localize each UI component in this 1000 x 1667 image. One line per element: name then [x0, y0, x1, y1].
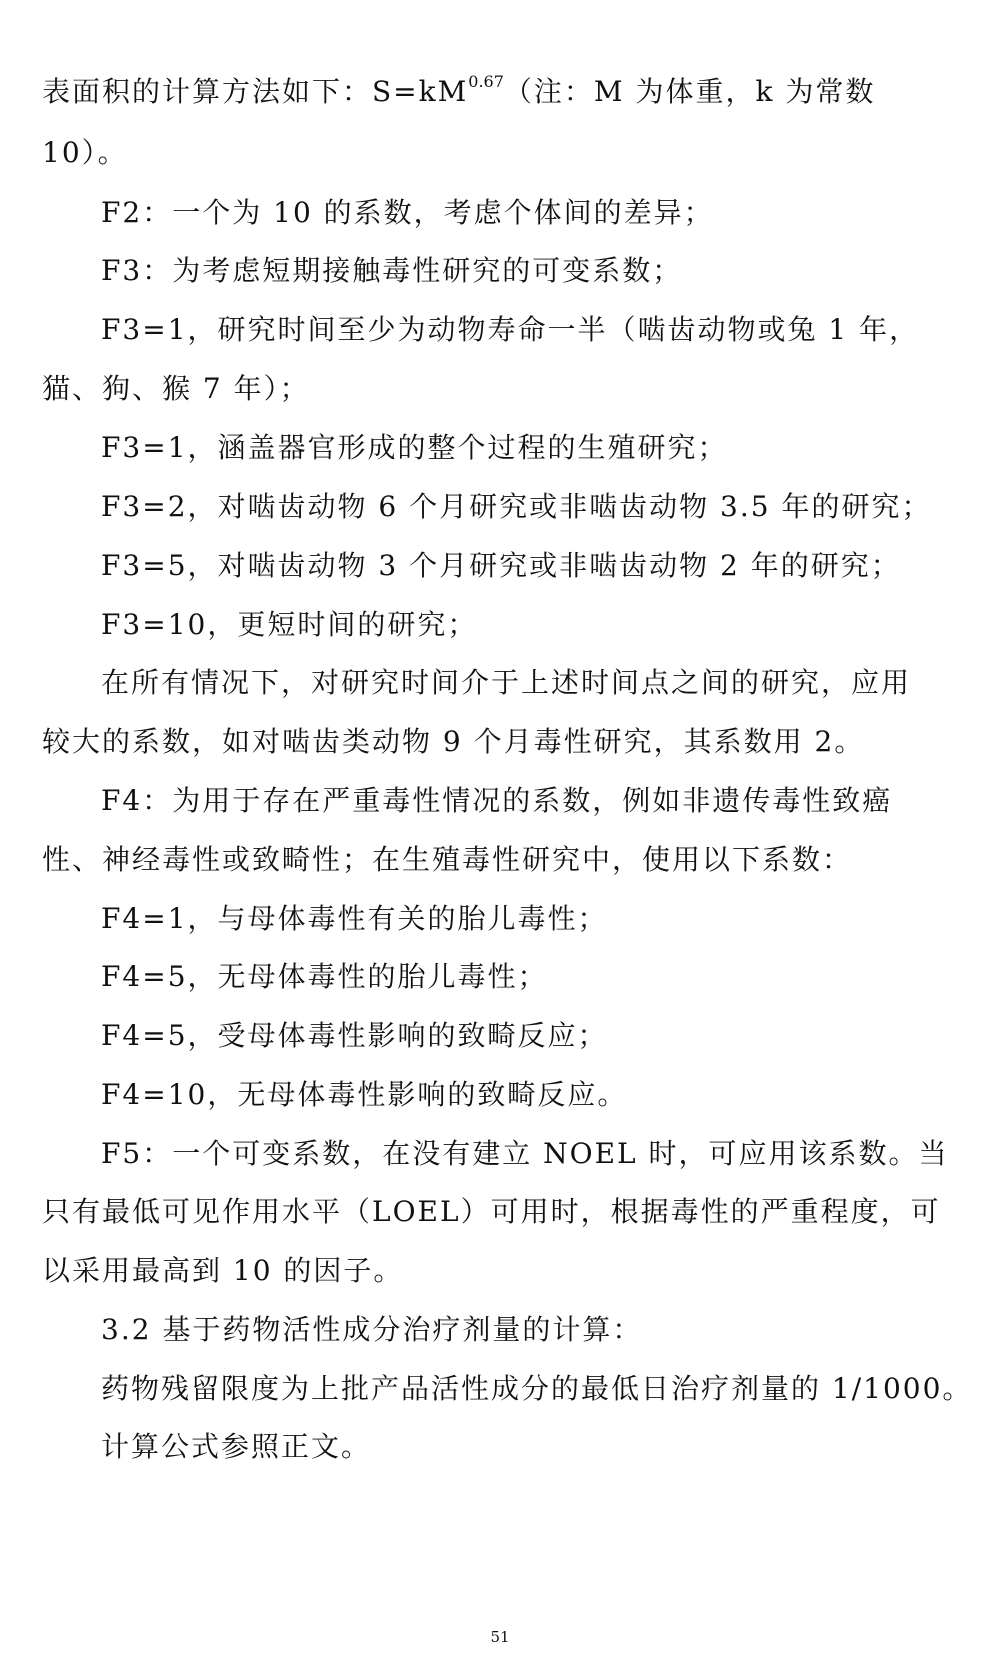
- text-line-14: 性、神经毒性或致畸性；在生殖毒性研究中，使用以下系数：: [42, 843, 853, 876]
- exponent-superscript: 0.67: [468, 71, 504, 91]
- line-1-main: 表面积的计算方法如下：S=kM: [42, 75, 469, 108]
- text-line-7: F3=1，涵盖器官形成的整个过程的生殖研究；: [101, 431, 728, 464]
- text-line-8: F3=2，对啮齿动物 6 个月研究或非啮齿动物 3.5 年的研究；: [101, 490, 932, 523]
- text-line-19: F5：一个可变系数，在没有建立 NOEL 时，可应用该系数。当: [101, 1137, 949, 1170]
- text-line-13: F4：为用于存在严重毒性情况的系数，例如非遗传毒性致癌: [101, 784, 893, 817]
- text-line-20: 只有最低可见作用水平（LOEL）可用时，根据毒性的严重程度，可: [42, 1195, 941, 1228]
- line-1-tail: （注：M 为体重，k 为常数: [503, 75, 876, 108]
- text-line-10: F3=10，更短时间的研究；: [101, 608, 478, 641]
- text-line-16: F4=5，无母体毒性的胎儿毒性；: [101, 960, 548, 993]
- text-line-6: 猫、狗、猴 7 年）；: [42, 372, 310, 405]
- page-number: 51: [490, 1628, 510, 1646]
- text-line-4: F3：为考虑短期接触毒性研究的可变系数；: [101, 254, 683, 287]
- section-heading-3-2: 3.2 基于药物活性成分治疗剂量的计算：: [101, 1313, 643, 1346]
- text-line-21: 以采用最高到 10 的因子。: [42, 1254, 404, 1287]
- text-line-5: F3=1，研究时间至少为动物寿命一半（啮齿动物或兔 1 年，: [101, 313, 920, 346]
- text-line-17: F4=5，受母体毒性影响的致畸反应；: [101, 1019, 608, 1052]
- text-line-12: 较大的系数，如对啮齿类动物 9 个月毒性研究，其系数用 2。: [42, 725, 865, 758]
- text-line-3: F2：一个为 10 的系数，考虑个体间的差异；: [101, 196, 714, 229]
- text-line-11: 在所有情况下，对研究时间介于上述时间点之间的研究，应用: [101, 666, 912, 699]
- text-line-9: F3=5，对啮齿动物 3 个月研究或非啮齿动物 2 年的研究；: [101, 549, 901, 582]
- text-line-24: 计算公式参照正文。: [101, 1430, 372, 1463]
- text-line-2: 10）。: [42, 136, 128, 169]
- text-line-1: [42, 71, 876, 109]
- text-line-23: 药物残留限度为上批产品活性成分的最低日治疗剂量的 1/1000。: [101, 1372, 973, 1405]
- text-line-15: F4=1，与母体毒性有关的胎儿毒性；: [101, 902, 608, 935]
- text-line-18: F4=10，无母体毒性影响的致畸反应。: [101, 1078, 628, 1111]
